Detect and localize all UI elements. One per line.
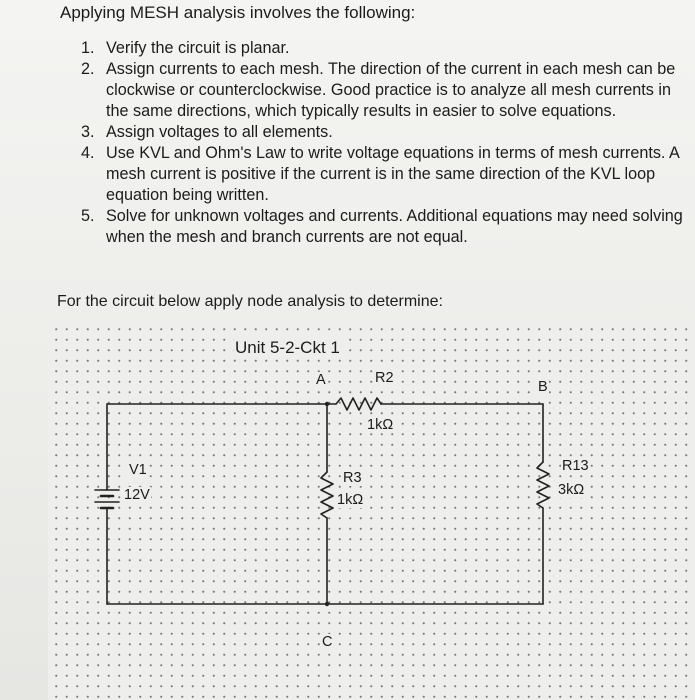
step-item: [78, 143, 683, 206]
r3-value: 1kΩ: [337, 492, 364, 508]
circuit-schematic: [48, 322, 695, 700]
step-text: Use KVL and Ohm's Law to write voltage equations in terms of mesh currents. A mesh current is positive if the current is in the same direction of the KVL loop equation being written.: [106, 144, 679, 204]
battery-v1-symbol: [95, 490, 119, 508]
step-number: 3.: [81, 123, 95, 141]
node-b-label: B: [538, 379, 548, 395]
node-c-label: C: [322, 634, 333, 650]
junction-node-a: [325, 402, 329, 406]
step-item: [78, 122, 683, 143]
page-heading: Applying MESH analysis involves the following:: [60, 3, 416, 22]
r2-name: R2: [375, 370, 394, 386]
step-item: [78, 38, 683, 59]
r2-value: 1kΩ: [367, 417, 394, 433]
step-number: 5.: [81, 207, 95, 225]
step-item: [78, 206, 683, 248]
r3-name: R3: [343, 470, 362, 486]
step-item: [78, 59, 683, 122]
circuit-instructions: For the circuit below apply node analysis to determine:: [57, 293, 443, 310]
circuit-drawing: [48, 322, 695, 700]
resistor-r13-symbol: [537, 462, 549, 508]
junction-node-c: [325, 602, 329, 606]
step-text: Verify the circuit is planar.: [106, 39, 290, 57]
v1-name: V1: [129, 462, 147, 478]
v1-value: 12V: [124, 487, 150, 503]
resistor-r3-symbol: [321, 472, 333, 518]
circuit-title: Unit 5-2-Ckt 1: [235, 338, 340, 357]
step-text: Assign voltages to all elements.: [106, 123, 333, 141]
step-text: Solve for unknown voltages and currents. Additional equations may need solving when the mesh and branch currents are not equal.: [106, 207, 683, 246]
steps-list: [78, 38, 683, 248]
r13-name: R13: [562, 458, 589, 474]
step-number: 2.: [81, 60, 95, 78]
resistor-r2-symbol: [336, 398, 381, 410]
r13-value: 3kΩ: [558, 482, 585, 498]
step-number: 4.: [81, 144, 95, 162]
node-a-label: A: [316, 372, 326, 388]
step-text: Assign currents to each mesh. The direction of the current in each mesh can be clockwise or counterclockwise. Good practice is to analyze all mesh currents in the same directions, which typically results in easier to solve equations.: [106, 60, 676, 120]
step-number: 1.: [81, 39, 95, 57]
